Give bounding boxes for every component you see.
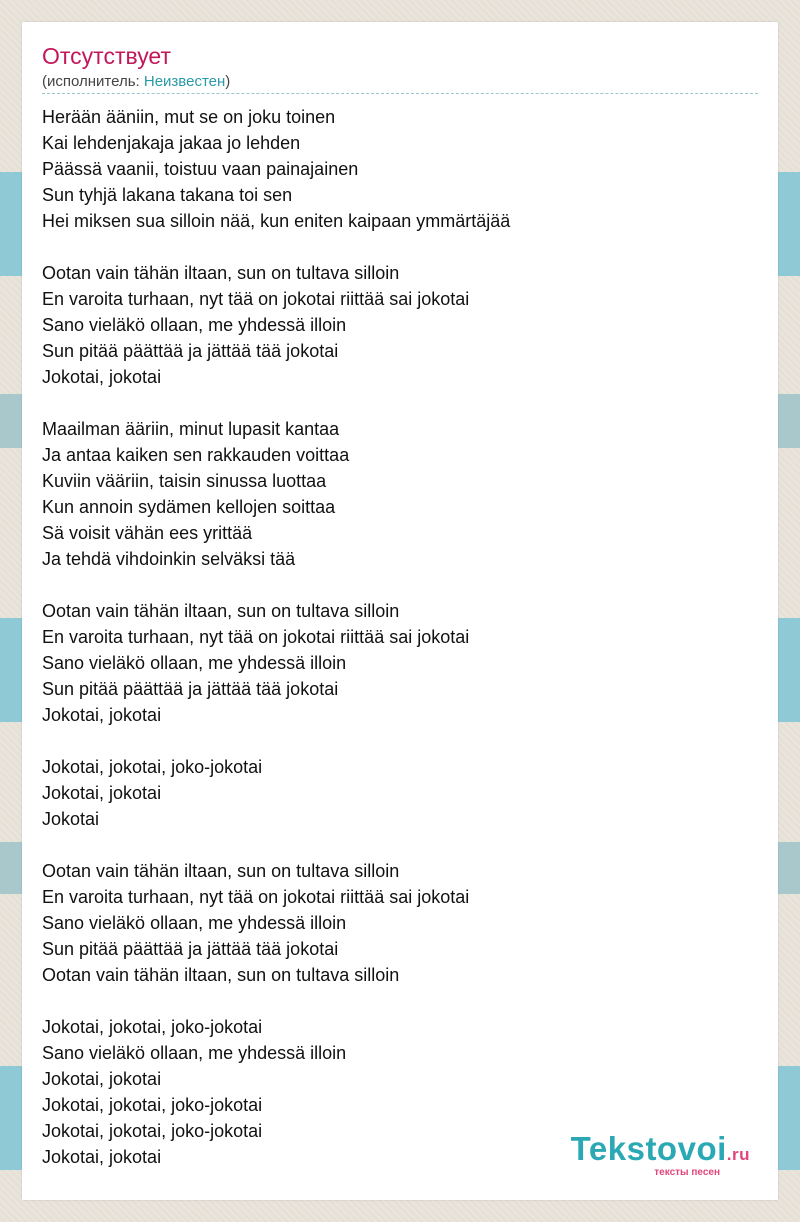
lyric-line: Jokotai, jokotai	[42, 367, 162, 387]
stanza-break	[42, 390, 758, 416]
lyric-line: Sä voisit vähän ees yrittää	[42, 523, 253, 543]
lyric-line: Hei miksen sua silloin nää, kun eniten kaipaan ymmärtäjää	[42, 211, 511, 231]
lyric-line: Ootan vain tähän iltaan, sun on tultava silloin	[42, 601, 400, 621]
artist-line	[42, 73, 230, 91]
lyric-line: Sano vieläkö ollaan, me yhdessä illoin	[42, 1043, 347, 1063]
logo-name: Tekstovoi	[570, 1130, 727, 1167]
lyric-line: Jokotai	[42, 809, 100, 829]
artist-suffix: )	[225, 73, 231, 90]
lyric-line: Ja antaa kaiken sen rakkauden voittaa	[42, 445, 350, 465]
lyric-line: En varoita turhaan, nyt tää on jokotai riittää sai jokotai	[42, 887, 470, 907]
lyric-line: Sano vieläkö ollaan, me yhdessä illoin	[42, 653, 347, 673]
lyric-line: Ootan vain tähän iltaan, sun on tultava silloin	[42, 861, 400, 881]
lyric-line: Herään ääniin, mut se on joku toinen	[42, 107, 336, 127]
stanza-break	[42, 234, 758, 260]
lyric-line: Jokotai, jokotai, joko-jokotai	[42, 757, 263, 777]
lyric-line: Sano vieläkö ollaan, me yhdessä illoin	[42, 913, 347, 933]
artist-prefix: (исполнитель:	[42, 73, 144, 90]
lyric-line: Sano vieläkö ollaan, me yhdessä illoin	[42, 315, 347, 335]
lyric-line: Maailman ääriin, minut lupasit kantaa	[42, 419, 340, 439]
lyric-line: Kai lehdenjakaja jakaa jo lehden	[42, 133, 301, 153]
lyric-line: Sun pitää päättää ja jättää tää jokotai	[42, 341, 339, 361]
stanza-break	[42, 728, 758, 754]
logo-tld: .ru	[726, 1145, 750, 1164]
lyric-line: Kun annoin sydämen kellojen soittaa	[42, 497, 336, 517]
lyrics-card	[22, 22, 778, 1200]
lyric-line: Kuviin vääriin, taisin sinussa luottaa	[42, 471, 327, 491]
lyric-line: Ootan vain tähän iltaan, sun on tultava silloin	[42, 263, 400, 283]
lyric-line: Jokotai, jokotai, joko-jokotai	[42, 1017, 263, 1037]
artist-link[interactable]: Неизвестен	[143, 73, 226, 90]
stanza-break	[42, 988, 758, 1014]
lyric-line: Jokotai, jokotai, joko-jokotai	[42, 1121, 263, 1141]
song-title: Отсутствует	[42, 43, 171, 69]
lyric-line: Jokotai, jokotai, joko-jokotai	[42, 1095, 263, 1115]
lyric-line: Jokotai, jokotai	[42, 783, 162, 803]
lyric-line: Jokotai, jokotai	[42, 705, 162, 725]
lyric-line: Sun pitää päättää ja jättää tää jokotai	[42, 679, 339, 699]
lyric-line: Jokotai, jokotai	[42, 1147, 162, 1167]
lyric-line: Päässä vaanii, toistuu vaan painajainen	[42, 159, 359, 179]
lyric-line: Sun tyhjä lakana takana toi sen	[42, 185, 293, 205]
lyric-line: En varoita turhaan, nyt tää on jokotai riittää sai jokotai	[42, 627, 470, 647]
lyric-line: Jokotai, jokotai	[42, 1069, 162, 1089]
stanza-break	[42, 572, 758, 598]
logo-tagline: тексты песен	[654, 1167, 720, 1178]
lyric-line: Ootan vain tähän iltaan, sun on tultava silloin	[42, 965, 400, 985]
lyrics-text	[42, 104, 758, 1170]
title-divider	[42, 93, 758, 94]
site-logo[interactable]	[571, 1132, 750, 1178]
lyric-line: En varoita turhaan, nyt tää on jokotai riittää sai jokotai	[42, 289, 470, 309]
lyric-line: Sun pitää päättää ja jättää tää jokotai	[42, 939, 339, 959]
stanza-break	[42, 832, 758, 858]
lyric-line: Ja tehdä vihdoinkin selväksi tää	[42, 549, 296, 569]
